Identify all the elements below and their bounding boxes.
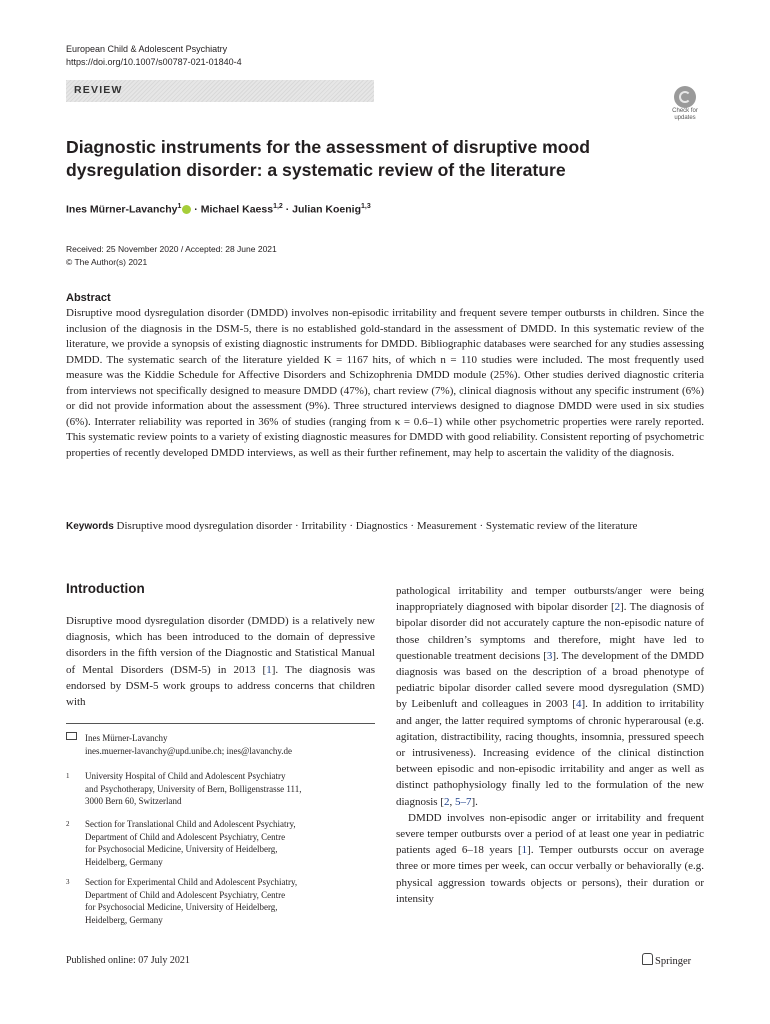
affiliation-line: Section for Experimental Child and Adolescent Psychiatry, bbox=[85, 877, 298, 887]
abstract-text: Disruptive mood dysregulation disorder (DMDD) involves non-episodic irritability and frequent severe temper outbursts in children. Since the inclusion of the diagnosis in the DSM-5, there is no established gold-standard in the assessment of DMDD. In this systematic review of the literature, we provide a synopsis of existing diagnostic instruments for DMDD. Bibliographic databases were searched for any studies assessing DMDD. The systematic search of the literature yielded K = 1167 hits, of which n = 110 studies were included. The most frequently used measure was the Kiddie Schedule for Affective Disorders and Schizophrenia DMDD module (25%). Other studies derived diagnostic criteria from interviews not specifically designed to measure DMDD (47%), chart review (7%), clinical diagnosis without any specific instrument (6%) or did not provide information about the assessment (9%). Three structured interviews designed to diagnose DMDD were used in six studies (6%). Interrater reliability was reported in 36% of studies (ranging from κ = 0.6–1) while other psychometric properties were rarely reported. This systematic review points to a variety of existing diagnostic measures for DMDD with good reliability. Consistent reporting of psychometric properties of recently developed DMDD interviews, as well as their further refinement, may help to ascertain the validity of the diagnosis. bbox=[66, 307, 704, 459]
affiliation-line: Heidelberg, Germany bbox=[85, 914, 163, 925]
affiliation-3 bbox=[66, 876, 375, 926]
citation-link[interactable]: 1 bbox=[266, 663, 272, 676]
corresponding-author-name: Ines Mürner-Lavanchy bbox=[85, 733, 168, 743]
affiliation-number: 1 bbox=[66, 772, 70, 780]
keywords-text: Disruptive mood dysregulation disorder · Irritability · Diagnostics · Measurement · Systematic review of the literature bbox=[116, 520, 638, 532]
author-affiliation: 1,2 bbox=[273, 203, 283, 210]
author-separator: · bbox=[282, 203, 293, 216]
affiliation-1 bbox=[66, 770, 375, 808]
keywords-label: Keywords bbox=[66, 521, 114, 532]
published-online-date: Published online: 07 July 2021 bbox=[66, 955, 190, 966]
affiliation-2 bbox=[66, 818, 375, 868]
introduction-paragraph: DMDD involves non-episodic anger or irritability and frequent severe temper outbursts over a period of at least one year in pediatric patients aged 6–18 years [1]. Temper outbursts occur on average three or more times per week, can occur verbally or behaviorally (e.g. physical aggression towards objects or persons), their duration or intensity bbox=[396, 811, 705, 905]
publisher-logo bbox=[642, 953, 691, 967]
envelope-icon bbox=[66, 732, 77, 740]
copyright-notice: © The Author(s) 2021 bbox=[66, 256, 148, 267]
section-label-bar bbox=[66, 80, 374, 102]
springer-horse-icon bbox=[642, 953, 653, 965]
introduction-column-right bbox=[396, 583, 704, 907]
citation-link[interactable]: 5–7 bbox=[454, 795, 472, 808]
citation-link[interactable]: 2 bbox=[443, 795, 450, 808]
received-accepted-dates: Received: 25 November 2020 / Accepted: 28 June 2021 bbox=[66, 244, 277, 254]
check-updates-line1: Check for bbox=[672, 108, 698, 114]
author-name[interactable]: Ines Mürner-Lavanchy bbox=[66, 203, 178, 216]
journal-name: European Child & Adolescent Psychiatry bbox=[66, 44, 228, 54]
corresponding-author-email[interactable]: ines.muerner-lavanchy@upd.unibe.ch; ines@lavanchy.de bbox=[85, 745, 292, 756]
title-line-2: dysregulation disorder: a systematic review of the literature bbox=[66, 160, 566, 180]
affiliation-number: 3 bbox=[66, 878, 70, 886]
affiliation-line: Department of Child and Adolescent Psychiatry, Centre bbox=[85, 831, 286, 842]
title-line-1: Diagnostic instruments for the assessment of disruptive mood bbox=[66, 137, 590, 157]
check-for-updates-button[interactable] bbox=[666, 84, 704, 124]
affiliation-line: University Hospital of Child and Adolescent Psychiatry bbox=[85, 771, 286, 781]
affiliation-line: 3000 Bern 60, Switzerland bbox=[85, 796, 182, 806]
affiliation-line: and Psychotherapy, University of Bern, Bolligenstrasse 111, bbox=[85, 783, 302, 794]
citation-link[interactable]: 1 bbox=[521, 844, 528, 857]
article-history bbox=[66, 243, 277, 268]
author-name[interactable]: Michael Kaess bbox=[200, 203, 274, 216]
affiliation-line: Heidelberg, Germany bbox=[85, 856, 163, 867]
keywords bbox=[66, 518, 704, 535]
introduction-heading: Introduction bbox=[66, 581, 145, 596]
citation-link[interactable]: 4 bbox=[575, 698, 582, 711]
author-separator: · bbox=[191, 203, 201, 216]
affiliation-line: Section for Translational Child and Adolescent Psychiatry, bbox=[85, 819, 296, 829]
author-name[interactable]: Julian Koenig bbox=[292, 203, 361, 216]
affiliation-number: 2 bbox=[66, 820, 70, 828]
affiliation-line: for Psychosocial Medicine, University of Heidelberg, bbox=[85, 844, 278, 854]
publisher-name: Springer bbox=[655, 956, 692, 967]
author-affiliation: 1,3 bbox=[361, 203, 371, 210]
author-affiliation: 1 bbox=[177, 203, 182, 210]
introduction-paragraph-left: Disruptive mood dysregulation disorder (DMDD) is a relatively new diagnosis, which has been introduced to the domain of depressive disorders in the fifth version of the Diagnostic and Statistical Manual of Mental Disorders (DSM-5) in 2013 [1]. The diagnosis was endorsed by DSM-5 work groups to address concerns that children with bbox=[66, 615, 375, 709]
orcid-icon[interactable] bbox=[182, 205, 191, 214]
corresponding-author-note bbox=[66, 732, 375, 757]
affiliation-line: for Psychosocial Medicine, University of Heidelberg, bbox=[85, 902, 278, 912]
author-list bbox=[66, 203, 371, 216]
affiliation-line: Department of Child and Adolescent Psychiatry, Centre bbox=[85, 889, 286, 900]
journal-header bbox=[66, 43, 242, 69]
introduction-paragraph: pathological irritability and temper outbursts/anger were being inappropriately diagnosed with bipolar disorder [2]. The diagnosis of bipolar disorder did not accurately capture the non-episodic nature of those children’s symptoms and therefore, might have led to questionable treatment decisions [3]. The development of the DMDD diagnosis was based on the description of a broad phenotype of pediatric bipolar disorder called severe mood dysregulation (SMD) by Leibenluft and colleagues in 2003 [4]. In addition to irritability and anger, the latter required symptoms of chronic hyperarousal (e.g. agitation, distractibility, racing thoughts, insomnia, pressured speech or intrusiveness). Increasing evidence of the clinical distinction between episodic and non-episodic irritability and anger as well as distinct pathophysiology finally led to the formulation of the new diagnosis [2, 5–7]. bbox=[396, 585, 704, 808]
abstract-heading: Abstract bbox=[66, 292, 111, 304]
citation-link[interactable]: 3 bbox=[546, 649, 553, 662]
crossmark-icon bbox=[674, 86, 696, 108]
check-updates-line2: updates bbox=[674, 115, 696, 121]
citation-link[interactable]: 2 bbox=[614, 601, 621, 614]
doi-link[interactable]: https://doi.org/10.1007/s00787-021-01840-4 bbox=[66, 57, 242, 67]
footnote-divider bbox=[66, 723, 375, 724]
section-label: REVIEW bbox=[74, 84, 123, 96]
article-title bbox=[66, 136, 666, 182]
